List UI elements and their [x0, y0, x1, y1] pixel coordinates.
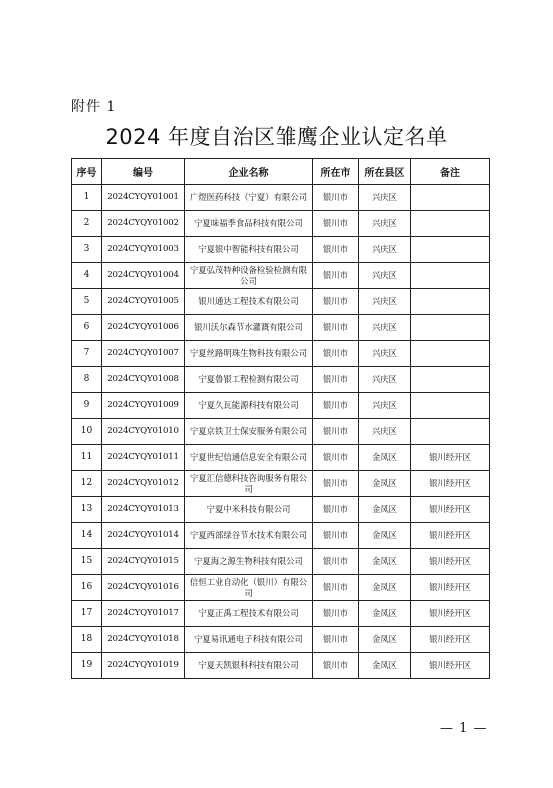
- row-county: 金凤区: [359, 627, 411, 653]
- row-index: 17: [72, 601, 102, 627]
- row-city: 银川市: [313, 367, 359, 393]
- row-county: 金凤区: [359, 471, 411, 497]
- row-company-name: 宁夏京铁卫士保安服务有限公司: [185, 419, 313, 445]
- table-row: [72, 237, 490, 263]
- row-note: 银川经开区: [411, 653, 490, 679]
- row-county: 兴庆区: [359, 419, 411, 445]
- row-city: 银川市: [313, 445, 359, 471]
- row-note: 银川经开区: [411, 445, 490, 471]
- row-note: [411, 315, 490, 341]
- table-row: [72, 445, 490, 471]
- row-county: 兴庆区: [359, 341, 411, 367]
- row-index: 1: [72, 185, 102, 211]
- row-city: 银川市: [313, 601, 359, 627]
- row-county: 金凤区: [359, 523, 411, 549]
- row-note: [411, 211, 490, 237]
- row-county: 兴庆区: [359, 185, 411, 211]
- row-note: [411, 367, 490, 393]
- row-note: [411, 263, 490, 289]
- row-company-name: 宁夏久瓦能源科技有限公司: [185, 393, 313, 419]
- row-city: 银川市: [313, 185, 359, 211]
- row-index: 12: [72, 471, 102, 497]
- row-note: 银川经开区: [411, 497, 490, 523]
- row-code: 2024CYQY01010: [102, 419, 185, 445]
- document-title: 2024 年度自治区雏鹰企业认定名单: [105, 125, 448, 149]
- row-city: 银川市: [313, 289, 359, 315]
- row-city: 银川市: [313, 549, 359, 575]
- row-note: 银川经开区: [411, 471, 490, 497]
- row-company-name: 信恒工业自动化（银川）有限公司: [185, 575, 313, 601]
- row-county: 兴庆区: [359, 237, 411, 263]
- row-index: 14: [72, 523, 102, 549]
- table-body: [72, 185, 490, 679]
- row-note: [411, 341, 490, 367]
- row-city: 银川市: [313, 263, 359, 289]
- row-company-name: 宁夏海之源生物科技有限公司: [185, 549, 313, 575]
- row-index: 19: [72, 653, 102, 679]
- row-company-name: 宁夏味福季食品科技有限公司: [185, 211, 313, 237]
- table-row: [72, 289, 490, 315]
- table-row: [72, 419, 490, 445]
- column-header-city: 所在市: [313, 159, 359, 185]
- row-code: 2024CYQY01017: [102, 601, 185, 627]
- row-code: 2024CYQY01005: [102, 289, 185, 315]
- row-code: 2024CYQY01008: [102, 367, 185, 393]
- table-row: [72, 341, 490, 367]
- row-county: 兴庆区: [359, 289, 411, 315]
- row-note: [411, 289, 490, 315]
- table-row: [72, 497, 490, 523]
- row-city: 银川市: [313, 523, 359, 549]
- row-company-name: 宁夏天凯银科科技有限公司: [185, 653, 313, 679]
- row-city: 银川市: [313, 627, 359, 653]
- enterprise-roster-table: [71, 158, 490, 679]
- row-city: 银川市: [313, 471, 359, 497]
- row-note: [411, 237, 490, 263]
- row-note: [411, 393, 490, 419]
- row-index: 8: [72, 367, 102, 393]
- row-city: 银川市: [313, 575, 359, 601]
- row-county: 兴庆区: [359, 315, 411, 341]
- row-index: 13: [72, 497, 102, 523]
- row-county: 金凤区: [359, 549, 411, 575]
- table-row: [72, 263, 490, 289]
- row-county: 兴庆区: [359, 211, 411, 237]
- row-city: 银川市: [313, 419, 359, 445]
- row-county: 金凤区: [359, 601, 411, 627]
- table-row: [72, 653, 490, 679]
- row-index: 7: [72, 341, 102, 367]
- row-company-name: 宁夏鲁银工程检测有限公司: [185, 367, 313, 393]
- row-index: 4: [72, 263, 102, 289]
- row-company-name: 宁夏丝路明珠生物科技有限公司: [185, 341, 313, 367]
- row-company-name: 宁夏易讯通电子科技有限公司: [185, 627, 313, 653]
- row-company-name: 宁夏世纪信通信息安全有限公司: [185, 445, 313, 471]
- row-county: 金凤区: [359, 497, 411, 523]
- row-index: 11: [72, 445, 102, 471]
- table-header-row: [72, 159, 490, 185]
- column-header-county: 所在县区: [359, 159, 411, 185]
- column-header-index: 序号: [72, 159, 102, 185]
- row-code: 2024CYQY01018: [102, 627, 185, 653]
- row-index: 3: [72, 237, 102, 263]
- table-row: [72, 185, 490, 211]
- table-row: [72, 471, 490, 497]
- row-index: 5: [72, 289, 102, 315]
- row-code: 2024CYQY01009: [102, 393, 185, 419]
- row-city: 银川市: [313, 211, 359, 237]
- row-code: 2024CYQY01015: [102, 549, 185, 575]
- row-note: [411, 185, 490, 211]
- row-company-name: 银川沃尔森节水灌溉有限公司: [185, 315, 313, 341]
- row-company-name: 宁夏西部绿谷节水技术有限公司: [185, 523, 313, 549]
- row-company-name: 宁夏正禹工程技术有限公司: [185, 601, 313, 627]
- row-index: 18: [72, 627, 102, 653]
- row-company-name: 银川通达工程技术有限公司: [185, 289, 313, 315]
- row-index: 10: [72, 419, 102, 445]
- row-county: 金凤区: [359, 445, 411, 471]
- row-code: 2024CYQY01013: [102, 497, 185, 523]
- row-index: 9: [72, 393, 102, 419]
- row-note: [411, 419, 490, 445]
- table-row: [72, 393, 490, 419]
- row-city: 银川市: [313, 497, 359, 523]
- column-header-note: 备注: [411, 159, 490, 185]
- row-code: 2024CYQY01016: [102, 575, 185, 601]
- row-note: 银川经开区: [411, 575, 490, 601]
- row-city: 银川市: [313, 315, 359, 341]
- row-code: 2024CYQY01003: [102, 237, 185, 263]
- column-header-company-name: 企业名称: [185, 159, 313, 185]
- table-row: [72, 549, 490, 575]
- row-city: 银川市: [313, 237, 359, 263]
- table-row: [72, 211, 490, 237]
- page-number: — 1 —: [440, 721, 488, 736]
- row-note: 银川经开区: [411, 627, 490, 653]
- table-row: [72, 601, 490, 627]
- row-code: 2024CYQY01014: [102, 523, 185, 549]
- row-city: 银川市: [313, 341, 359, 367]
- row-code: 2024CYQY01004: [102, 263, 185, 289]
- row-code: 2024CYQY01001: [102, 185, 185, 211]
- row-company-name: 广煜医药科技（宁夏）有限公司: [185, 185, 313, 211]
- column-header-code: 编号: [102, 159, 185, 185]
- row-county: 兴庆区: [359, 393, 411, 419]
- attachment-label: 附件 1: [71, 99, 117, 115]
- row-county: 兴庆区: [359, 263, 411, 289]
- row-company-name: 宁夏银中智能科技有限公司: [185, 237, 313, 263]
- table-row: [72, 627, 490, 653]
- row-code: 2024CYQY01006: [102, 315, 185, 341]
- row-code: 2024CYQY01012: [102, 471, 185, 497]
- row-index: 2: [72, 211, 102, 237]
- row-index: 15: [72, 549, 102, 575]
- row-note: 银川经开区: [411, 601, 490, 627]
- row-county: 金凤区: [359, 653, 411, 679]
- row-city: 银川市: [313, 393, 359, 419]
- row-note: 银川经开区: [411, 523, 490, 549]
- row-code: 2024CYQY01019: [102, 653, 185, 679]
- table-row: [72, 575, 490, 601]
- row-company-name: 宁夏汇信德科技咨询服务有限公司: [185, 471, 313, 497]
- row-index: 6: [72, 315, 102, 341]
- row-code: 2024CYQY01002: [102, 211, 185, 237]
- table-row: [72, 523, 490, 549]
- row-county: 金凤区: [359, 575, 411, 601]
- row-code: 2024CYQY01011: [102, 445, 185, 471]
- row-city: 银川市: [313, 653, 359, 679]
- row-index: 16: [72, 575, 102, 601]
- table-row: [72, 315, 490, 341]
- row-company-name: 宁夏弘茂特种设备检验检测有限公司: [185, 263, 313, 289]
- table-row: [72, 367, 490, 393]
- row-code: 2024CYQY01007: [102, 341, 185, 367]
- row-county: 兴庆区: [359, 367, 411, 393]
- row-note: 银川经开区: [411, 549, 490, 575]
- row-company-name: 宁夏中米科技有限公司: [185, 497, 313, 523]
